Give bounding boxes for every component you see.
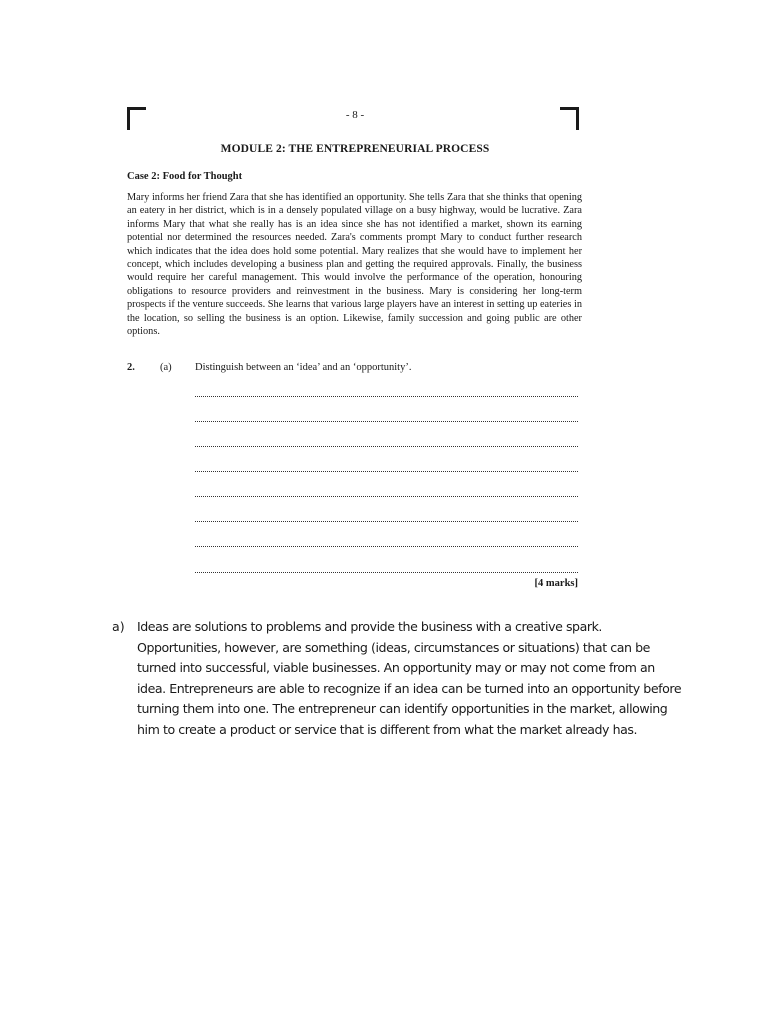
module-title: MODULE 2: THE ENTREPRENEURIAL PROCESS [220, 143, 490, 155]
answer-line [195, 421, 578, 422]
answer-label: a) [112, 619, 125, 634]
question-number: 2. [127, 362, 135, 373]
answer-line [195, 521, 578, 522]
marks-label: [4 marks] [534, 578, 578, 589]
answer-line [195, 546, 578, 547]
answer-line [195, 496, 578, 497]
answer-line [195, 572, 578, 573]
case-study-paragraph: Mary informs her friend Zara that she has identified an opportunity. She tells Zara that she thinks that opening an eatery in her district, which is in a densely populated village on a busy highway, would be lucrative. Zara informs Mary that what she really has is an idea since she has not identified a market, shown its earning potential nor determined the resources needed. Zara's comments prompt Mary to conduct further research which indicates that the idea does hold some potential. Mary realizes that she would have to implement her concept, which includes developing a business plan and getting the required approvals. Finally, the business would require her careful management. This would involve the performance of the operation, honouring obligations to resource providers and reinvestment in the business. Mary is considering her long-term prospects if the venture succeeds. She learns that various large players have an interest in setting up eateries in the location, so selling the business is an option. Likewise, family succession and going public are other options. [127, 192, 582, 338]
case-title: Case 2: Food for Thought [127, 171, 243, 182]
answer-text: Ideas are solutions to problems and provide the business with a creative spark. Opportunities, however, are something (ideas, circumstances or situations) that can be turned into successful, viable businesses. An opportunity may or may not come from an idea. Entrepreneurs are able to recognize if an idea can be turned into an opportunity before turning them into one. The entrepreneur can identify opportunities in the market, allowing him to create a product or service that is different from what the market already has. [137, 619, 682, 737]
question-text: Distinguish between an ‘idea’ and an ‘opportunity’. [195, 362, 412, 373]
answer-line [195, 471, 578, 472]
question-part: (a) [160, 362, 172, 373]
answer-line [195, 446, 578, 447]
page-number: - 8 - [345, 109, 365, 121]
scanned-exam-page [120, 100, 590, 600]
answer-line [195, 396, 578, 397]
